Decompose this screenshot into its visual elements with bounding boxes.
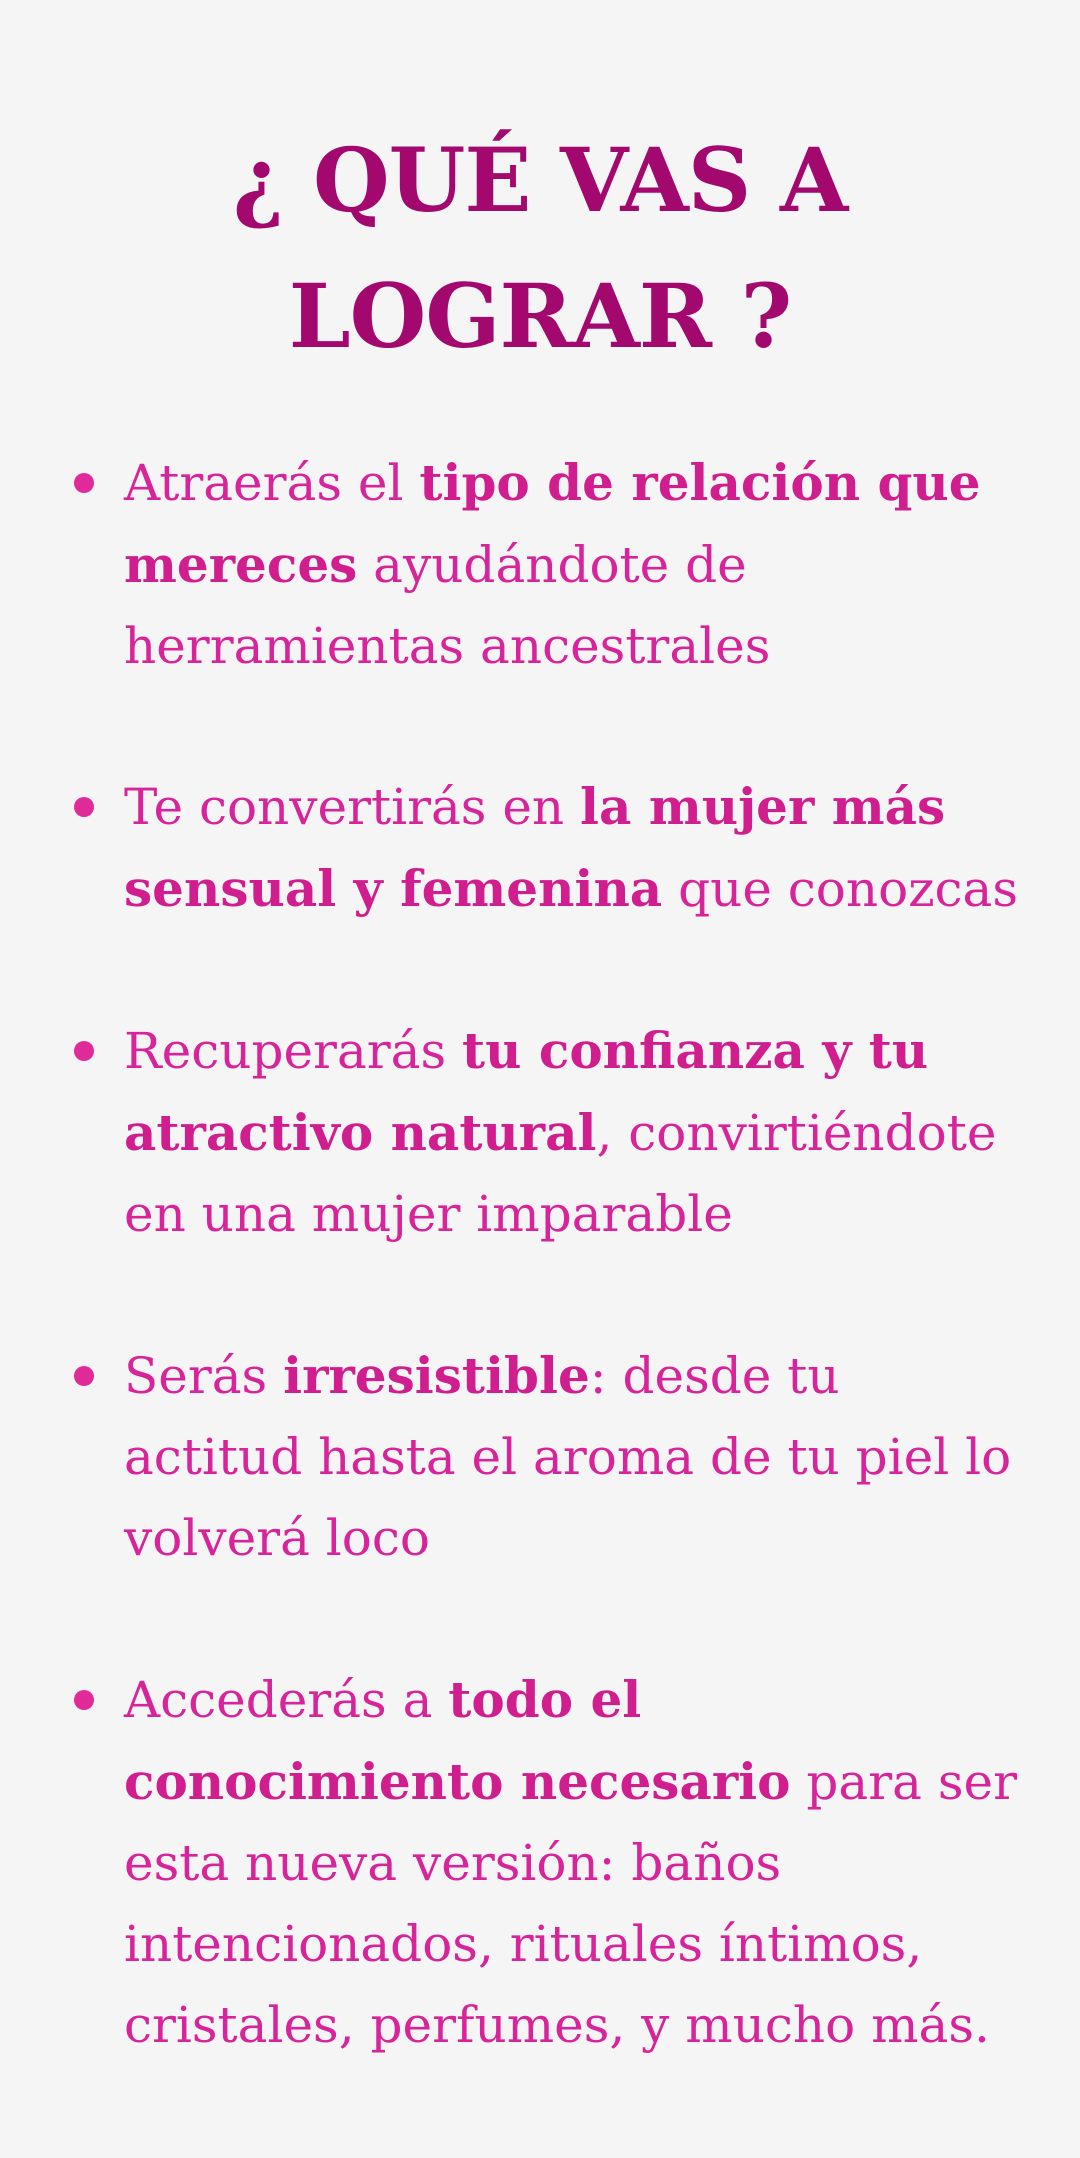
benefit-text — [124, 778, 1018, 918]
benefit-list — [0, 442, 1080, 2146]
bullet-dot-icon — [74, 797, 94, 817]
page-title — [0, 112, 1080, 384]
page-title-line-2: LOGRAR ? — [288, 264, 792, 368]
benefit-text-emphasis: todo el conocimiento necesario — [124, 1670, 791, 1811]
benefit-item-irresistible — [0, 1335, 1080, 1579]
benefit-text-regular: para ser esta nueva versión: baños intencionados, rituales íntimos, cristales, perfumes, y mucho más. — [124, 1753, 1017, 2054]
benefit-text-emphasis: tu confianza y tu atractivo natural — [124, 1021, 929, 1162]
benefit-text — [124, 1347, 1011, 1567]
benefit-text-regular: Atraerás el — [124, 454, 420, 512]
bullet-dot-icon — [74, 473, 94, 493]
benefit-item-confidence — [0, 1010, 1080, 1255]
benefit-text-emphasis: la mujer más sensual y femenina — [124, 777, 946, 918]
benefit-text — [124, 454, 981, 675]
benefit-text-emphasis: tipo de relación que mereces — [124, 453, 981, 594]
benefit-text-regular: Te convertirás en — [124, 778, 581, 836]
bullet-dot-icon — [74, 1041, 94, 1061]
bullet-dot-icon — [74, 1690, 94, 1710]
benefit-item-relationship — [0, 442, 1080, 687]
benefit-text — [124, 1671, 1017, 2054]
benefit-text-regular: Recuperarás — [124, 1022, 463, 1080]
benefit-item-knowledge — [0, 1659, 1080, 2066]
page-title-line-1: ¿ QUÉ VAS A — [232, 128, 848, 232]
benefit-text-regular: : desde tu actitud hasta el aroma de tu piel lo volverá loco — [124, 1347, 1012, 1567]
bullet-dot-icon — [74, 1366, 94, 1386]
benefit-text-regular: ayudándote de herramientas ancestrales — [124, 536, 771, 675]
benefit-text-regular: Accederás a — [124, 1671, 449, 1729]
benefit-text-emphasis: irresistible — [283, 1346, 590, 1405]
benefit-text-regular: Serás — [124, 1347, 284, 1405]
benefit-text — [124, 1022, 996, 1243]
benefit-item-sensual — [0, 766, 1080, 930]
benefit-text-regular: , convirtiéndote en una mujer imparable — [124, 1104, 997, 1243]
benefit-text-regular: que conozcas — [662, 860, 1019, 918]
